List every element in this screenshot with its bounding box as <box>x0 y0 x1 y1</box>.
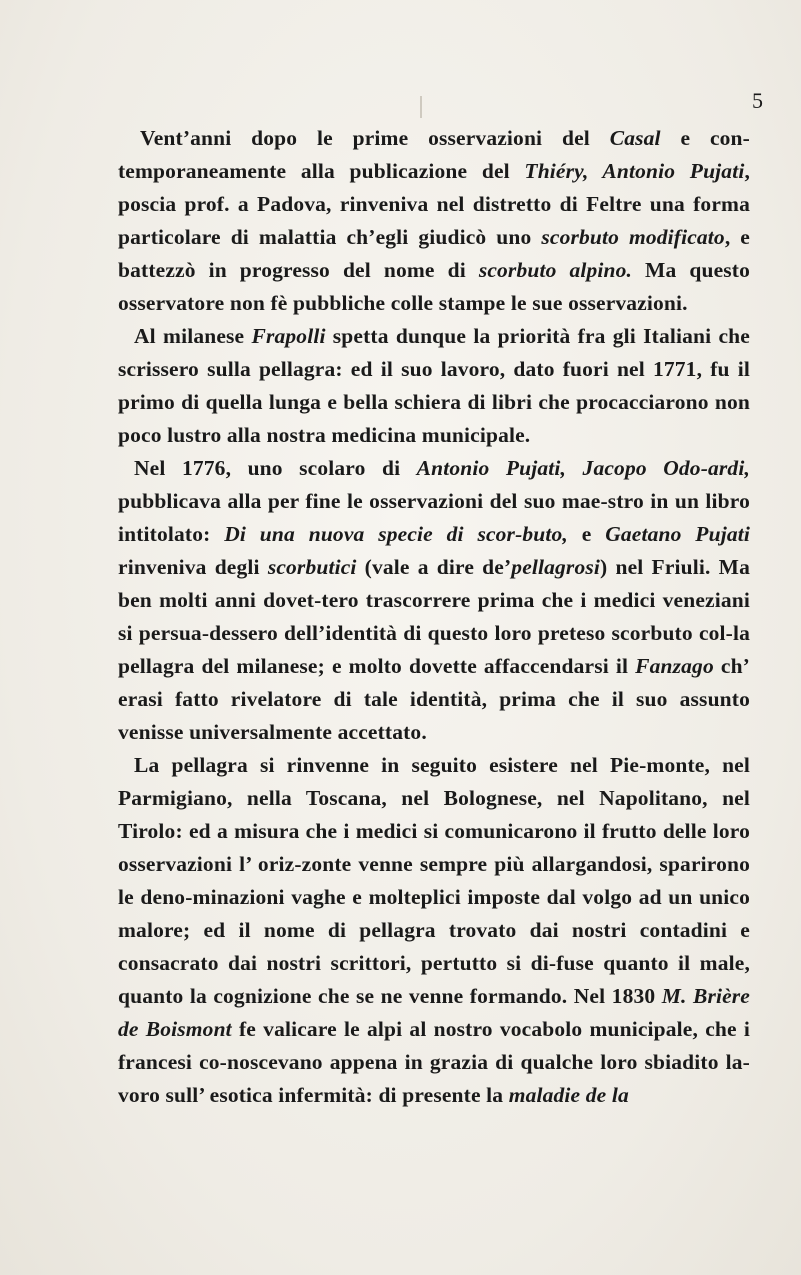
text-run: pubblicava alla per fine le osservazioni del suo mae-stro in un libro intitolato: <box>118 489 750 546</box>
italic-text-run: Antonio Pujati, Jacopo Odo-ardi, <box>416 456 750 480</box>
italic-text-run: scorbuto alpino. <box>478 258 633 282</box>
page-number: 5 <box>752 88 763 113</box>
text-run: fe valicare le alpi al nostro vocabolo municipale, che i francesi co-noscevano appena in grazia di qualche loro sbiadito la-voro sull’ esotica infermità: di presente la <box>118 1017 750 1107</box>
italic-text-run: Di una nuova specie di scor-buto, <box>224 522 568 546</box>
text-run: Vent’anni dopo le prime osservazioni del <box>140 126 610 150</box>
italic-text-run: Fanzago <box>635 654 714 678</box>
italic-text-run: Thiéry, Antonio Pujati <box>524 159 745 183</box>
text-run: , e battezzò in progresso del nome di <box>118 225 751 282</box>
ink-mark <box>420 96 422 118</box>
italic-text-run: pellagrosi <box>511 555 600 579</box>
text-run: ) nel Friuli. Ma ben molti anni dovet-tero trascorrere prima che i medici veneziani si persua-dessero dell’identità di questo loro preteso scorbuto col-la pellagra del milanese; e molto dovette affaccendarsi il <box>118 555 751 678</box>
italic-text-run: maladie de la <box>508 1083 629 1107</box>
paragraph <box>118 320 750 452</box>
text-run: ch’ erasi fatto rivelatore di tale identità, prima che il suo assunto venisse universalmente accettato. <box>118 654 750 744</box>
text-run: (vale a dire de’ <box>356 555 512 579</box>
text-run: rinveniva degli <box>118 555 268 579</box>
text-run: , poscia prof. a Padova, rinveniva nel distretto di Feltre una forma particolare di malattia ch’egli giudicò uno <box>118 159 750 249</box>
text-run: Nel 1776, uno scolaro di <box>134 456 417 480</box>
italic-text-run: Casal <box>609 126 661 150</box>
text-run: La pellagra si rinvenne in seguito esistere nel Pie-monte, nel Parmigiano, nella Toscana, nel Bolognese, nel Napolitano, nel Tirolo: ed a misura che i medici si comunicarono il frutto delle loro osservazioni l’ oriz-zonte venne sempre più allargandosi, sparirono le deno-minazioni vaghe e molteplici imposte dal volgo ad un unico malore; ed il nome di pellagra trovato dai nostri contadini e consacrato dai nostri scrittori, pertutto si di-fuse quanto il male, quanto la cognizione che se ne venne formando. Nel 1830 <box>118 753 750 1008</box>
text-run: Al milanese <box>134 324 252 348</box>
italic-text-run: M. Brière de Boismont <box>118 984 750 1041</box>
text-run: spetta dunque la priorità fra gli Italiani che scrissero sulla pellagra: ed il suo lavoro, dato fuori nel 1771, fu il primo di quella lunga e bella schiera di libri che procacciarono non poco lustro alla nostra medicina municipale. <box>118 324 750 447</box>
body-text <box>118 122 750 1112</box>
italic-text-run: Gaetano Pujati <box>605 522 750 546</box>
italic-text-run: scorbuto modificato <box>541 225 725 249</box>
text-run: e <box>567 522 606 546</box>
italic-text-run: scorbutici <box>267 555 357 579</box>
paragraph <box>118 452 750 749</box>
italic-text-run: Frapolli <box>251 324 326 348</box>
text-run: Ma questo osservatore non fè pubbliche colle stampe le sue osservazioni. <box>118 258 750 315</box>
paragraph <box>118 122 750 320</box>
text-run: e con-temporaneamente alla publicazione del <box>118 126 750 183</box>
paragraph <box>118 749 750 1112</box>
